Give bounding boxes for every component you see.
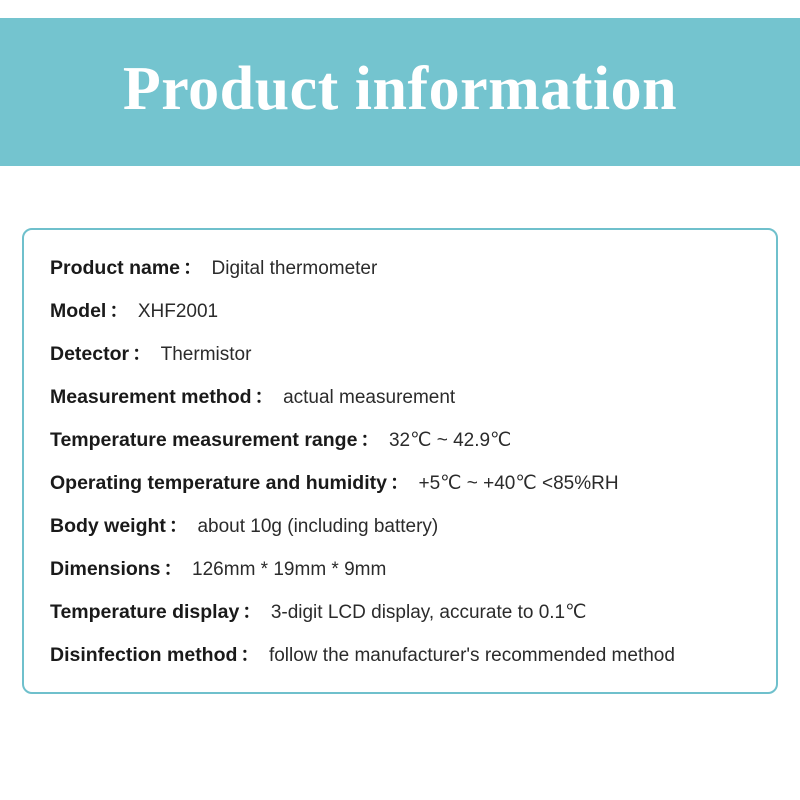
spec-value: +5℃ ~ +40℃ <85%RH bbox=[418, 473, 619, 494]
spec-row-disinfection-method bbox=[50, 639, 750, 667]
spec-value: actual measurement bbox=[283, 387, 456, 408]
spec-label: Body weight bbox=[50, 515, 166, 537]
spec-separator: ： bbox=[109, 300, 129, 322]
spec-value: 3-digit LCD display, accurate to 0.1℃ bbox=[270, 602, 587, 623]
page-header-band bbox=[0, 18, 800, 166]
spec-value: Thermistor bbox=[160, 344, 252, 365]
spec-label: Product name bbox=[50, 257, 181, 279]
spec-separator: ： bbox=[360, 429, 380, 451]
spec-row-model bbox=[50, 295, 750, 323]
spec-value: 126mm * 19mm * 9mm bbox=[192, 559, 387, 580]
spec-value: XHF2001 bbox=[137, 301, 219, 322]
spec-row-temperature-display bbox=[50, 596, 750, 624]
spec-separator: ： bbox=[183, 257, 203, 279]
page-title: Product information bbox=[122, 55, 678, 123]
spec-separator: ： bbox=[389, 472, 410, 494]
spec-separator: ： bbox=[132, 343, 152, 365]
spec-label: Operating temperature and humidity bbox=[50, 472, 387, 494]
spec-label: Temperature display bbox=[50, 601, 240, 623]
spec-row-temperature-measurement-range bbox=[50, 424, 750, 452]
spec-separator: ： bbox=[168, 515, 189, 537]
spec-separator: ： bbox=[240, 644, 260, 666]
spec-label: Temperature measurement range bbox=[50, 429, 358, 451]
spec-row-operating-temperature-and-humidity bbox=[50, 467, 750, 495]
spec-value: about 10g (including battery) bbox=[197, 516, 439, 537]
specifications-list bbox=[50, 252, 750, 667]
specifications-card bbox=[22, 228, 778, 694]
spec-separator: ： bbox=[254, 386, 275, 408]
spec-row-product-name bbox=[50, 252, 750, 280]
spec-row-dimensions bbox=[50, 553, 750, 581]
spec-row-measurement-method bbox=[50, 381, 750, 409]
spec-row-body-weight bbox=[50, 510, 750, 538]
spec-label: Disinfection method bbox=[50, 644, 238, 666]
spec-label: Measurement method bbox=[50, 386, 252, 408]
spec-value: Digital thermometer bbox=[211, 258, 378, 279]
spec-separator: ： bbox=[242, 601, 262, 623]
spec-separator: ： bbox=[163, 558, 184, 580]
spec-label: Dimensions bbox=[50, 558, 161, 580]
spec-row-detector bbox=[50, 338, 750, 366]
spec-label: Detector bbox=[50, 343, 130, 365]
spec-value: follow the manufacturer's recommended method bbox=[268, 645, 675, 666]
spec-label: Model bbox=[50, 300, 107, 322]
spec-value: 32℃ ~ 42.9℃ bbox=[388, 430, 512, 451]
